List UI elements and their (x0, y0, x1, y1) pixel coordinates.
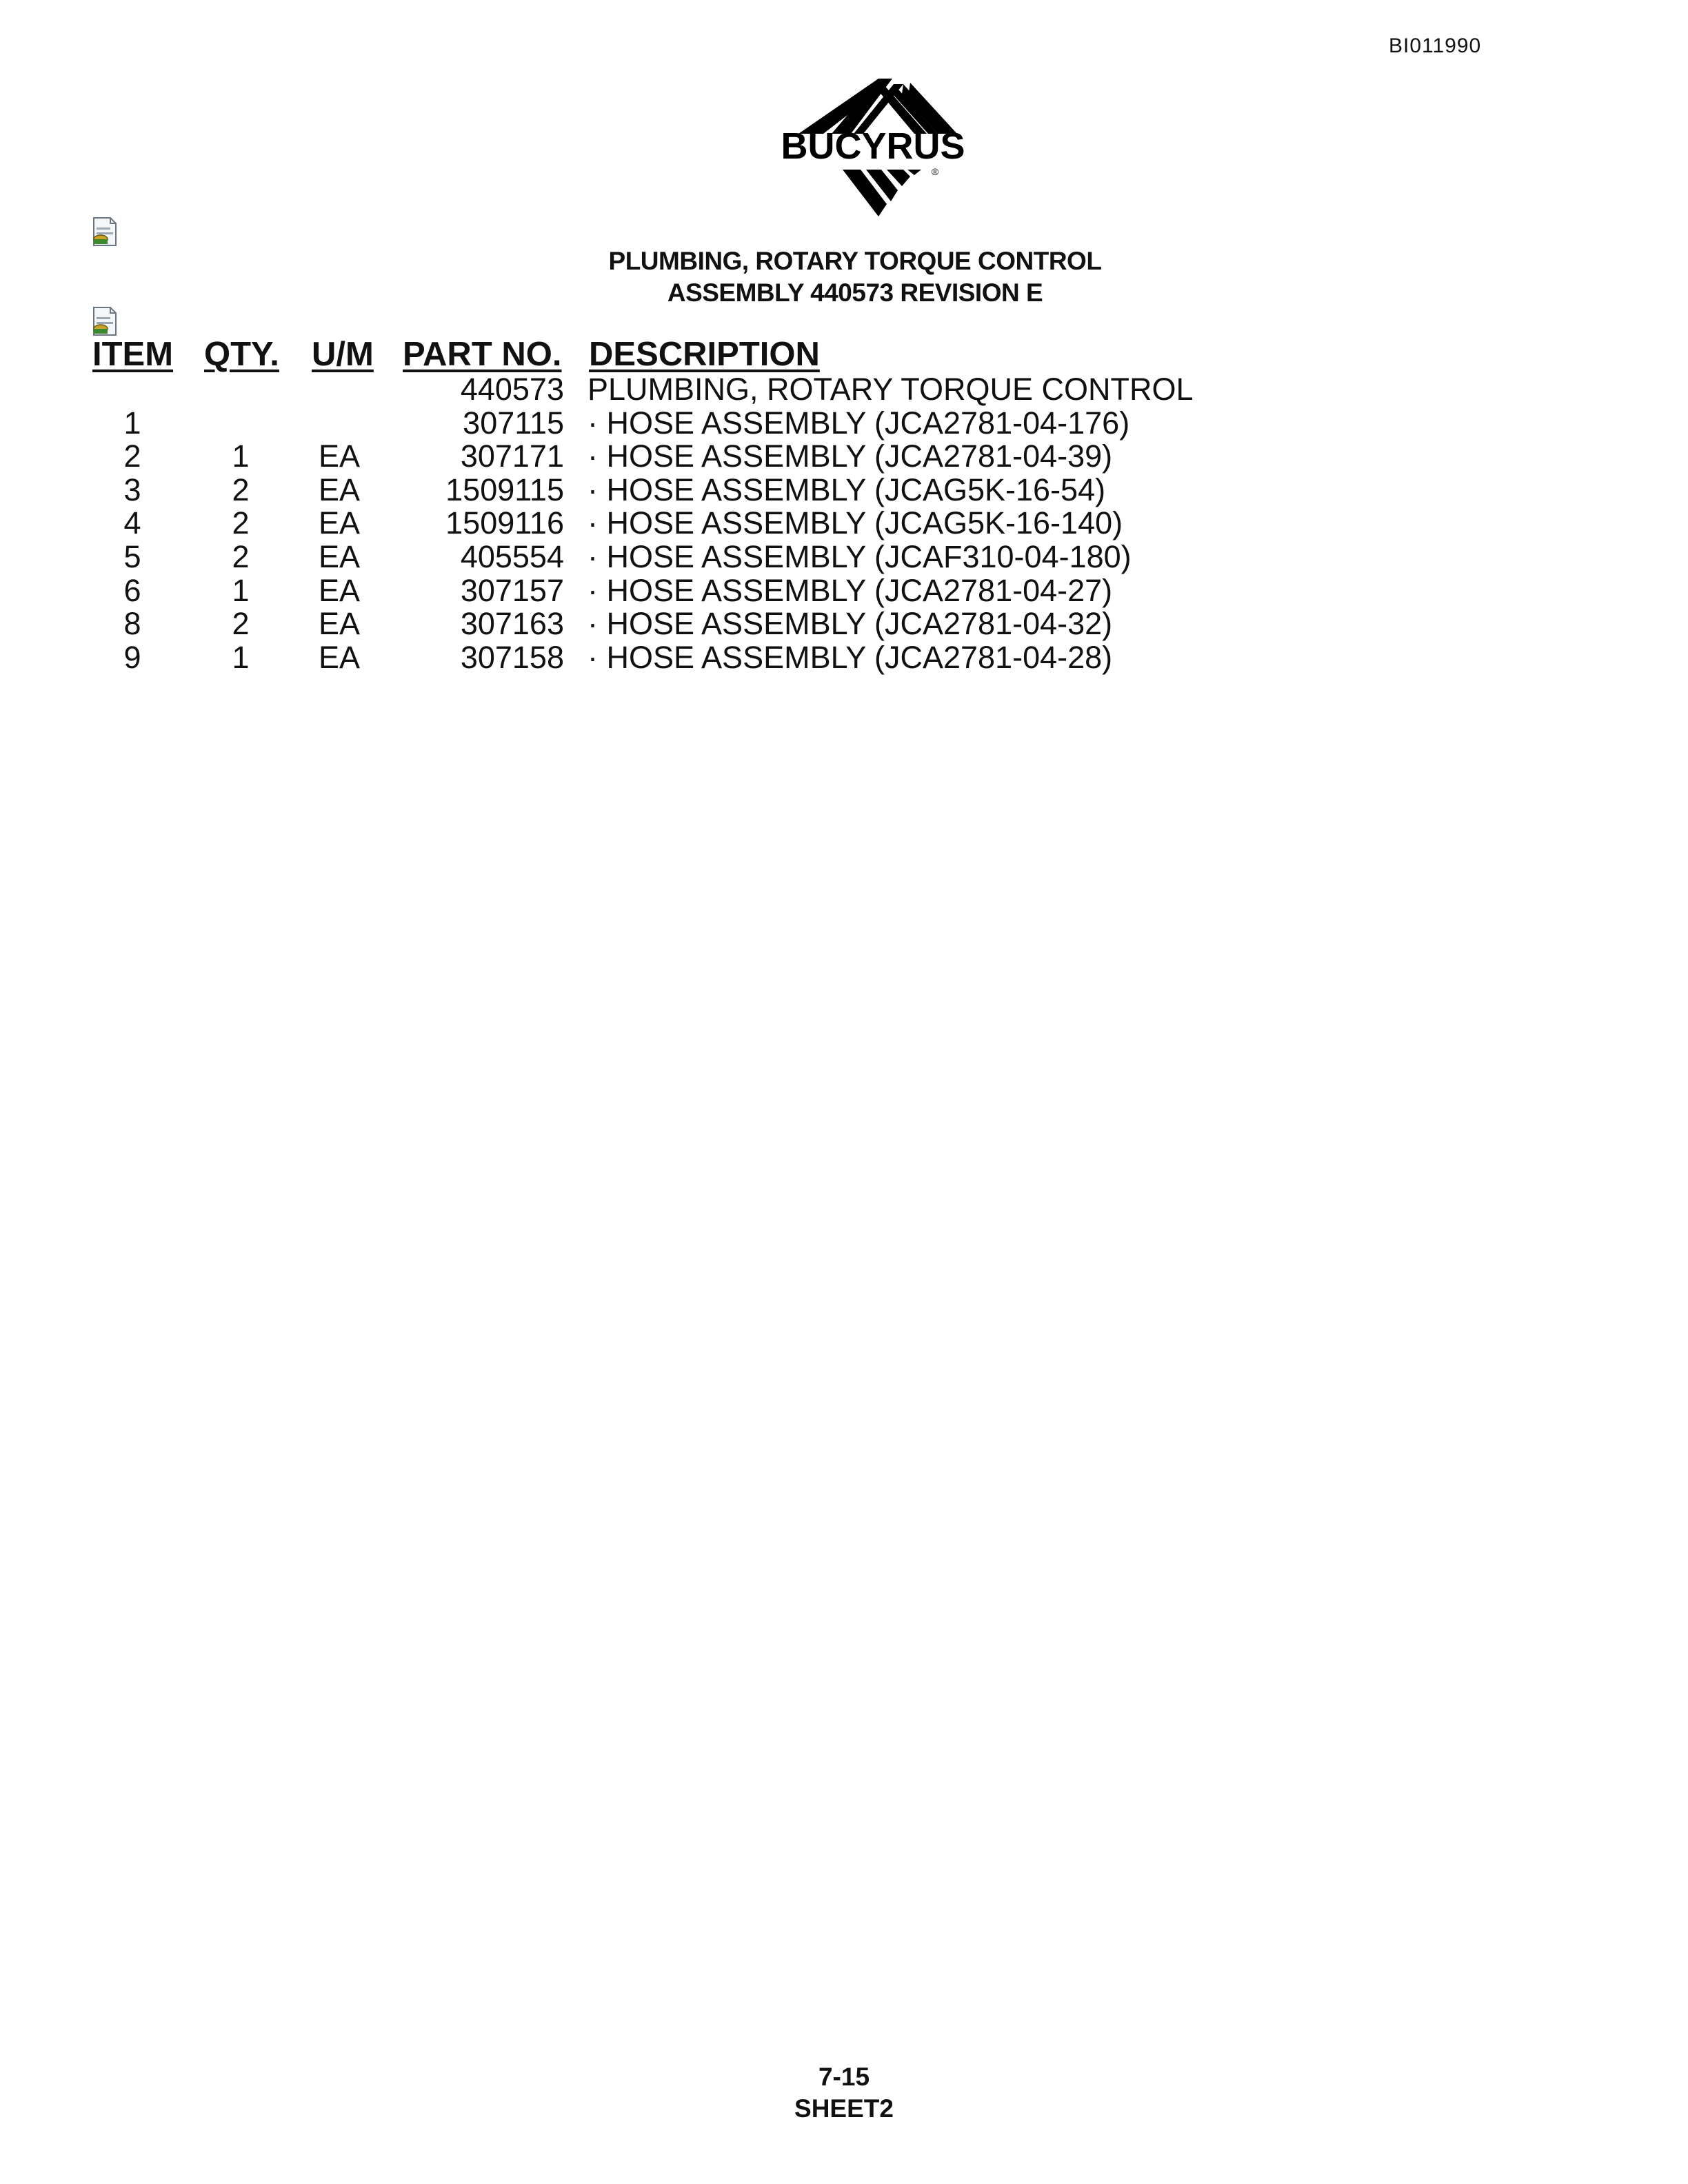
cell-item: 8 (123, 606, 141, 642)
cell-part-no: 1509116 (445, 505, 564, 541)
document-id: BI011990 (1389, 34, 1482, 57)
cell-part-no: 307171 (460, 438, 564, 474)
cell-um: EA (318, 639, 361, 675)
header-um: U/M (312, 336, 374, 373)
table-row (0, 473, 1688, 507)
cell-description: · HOSE ASSEMBLY (JCA2781-04-176) (587, 405, 1130, 441)
document-link-icon[interactable] (91, 306, 119, 336)
cell-qty: 2 (232, 472, 250, 507)
table-row (0, 574, 1688, 607)
cell-um: EA (318, 438, 361, 474)
header-description: DESCRIPTION (589, 336, 820, 373)
cell-description: · HOSE ASSEMBLY (JCA2781-04-28) (587, 639, 1113, 675)
cell-item: 9 (123, 639, 141, 675)
table-row (0, 406, 1688, 440)
bucyrus-logo (757, 74, 989, 219)
cell-description: · HOSE ASSEMBLY (JCAG5K-16-140) (587, 505, 1123, 541)
cell-item: 2 (123, 438, 141, 474)
cell-part-no: 307115 (463, 405, 564, 441)
cell-description: · HOSE ASSEMBLY (JCA2781-04-27) (587, 572, 1113, 608)
cell-qty: 2 (232, 606, 250, 642)
assembly-title (483, 245, 1227, 309)
table-row (0, 540, 1688, 574)
table-row (0, 372, 1688, 406)
cell-description: · HOSE ASSEMBLY (JCA2781-04-39) (587, 438, 1113, 474)
header-item: ITEM (92, 336, 174, 373)
document-link-icon[interactable] (91, 216, 119, 247)
sheet-label: SHEET2 (794, 2094, 894, 2123)
cell-item: 3 (123, 472, 141, 507)
cell-qty: 2 (232, 505, 250, 541)
registered-mark: ® (931, 166, 939, 177)
title-line-1: PLUMBING, ROTARY TORQUE CONTROL (608, 247, 1102, 275)
cell-item: 1 (123, 405, 141, 441)
header-qty: QTY. (204, 336, 279, 373)
table-row (0, 439, 1688, 473)
page-footer (706, 2061, 982, 2125)
cell-description: · HOSE ASSEMBLY (JCAF310-04-180) (587, 539, 1132, 574)
cell-qty: 1 (232, 572, 250, 608)
page-number: 7-15 (818, 2063, 870, 2091)
header-part-no: PART NO. (403, 336, 562, 373)
cell-part-no: 1509115 (445, 472, 564, 507)
cell-item: 5 (123, 539, 141, 574)
cell-part-no: 307163 (460, 606, 564, 642)
bucyrus-logo-icon (757, 74, 989, 219)
cell-description: · HOSE ASSEMBLY (JCAG5K-16-54) (587, 472, 1106, 507)
cell-part-no: 405554 (460, 539, 564, 574)
cell-part-no: 307158 (460, 639, 564, 675)
cell-um: EA (318, 572, 361, 608)
table-row (0, 607, 1688, 640)
title-line-2: ASSEMBLY 440573 REVISION E (667, 279, 1043, 307)
cell-um: EA (318, 472, 361, 507)
logo-wordmark: BUCYRUS (781, 125, 965, 167)
table-row (0, 640, 1688, 674)
cell-um: EA (318, 539, 361, 574)
cell-part-no: 307157 (460, 572, 564, 608)
cell-description: · HOSE ASSEMBLY (JCA2781-04-32) (587, 606, 1113, 642)
cell-item: 6 (123, 572, 141, 608)
cell-um: EA (318, 606, 361, 642)
cell-um: EA (318, 505, 361, 541)
cell-item: 4 (123, 505, 141, 541)
cell-qty: 1 (232, 639, 250, 675)
cell-description: PLUMBING, ROTARY TORQUE CONTROL (587, 372, 1194, 407)
cell-qty: 1 (232, 438, 250, 474)
cell-qty: 2 (232, 539, 250, 574)
table-row (0, 506, 1688, 540)
cell-part-no: 440573 (460, 372, 564, 407)
